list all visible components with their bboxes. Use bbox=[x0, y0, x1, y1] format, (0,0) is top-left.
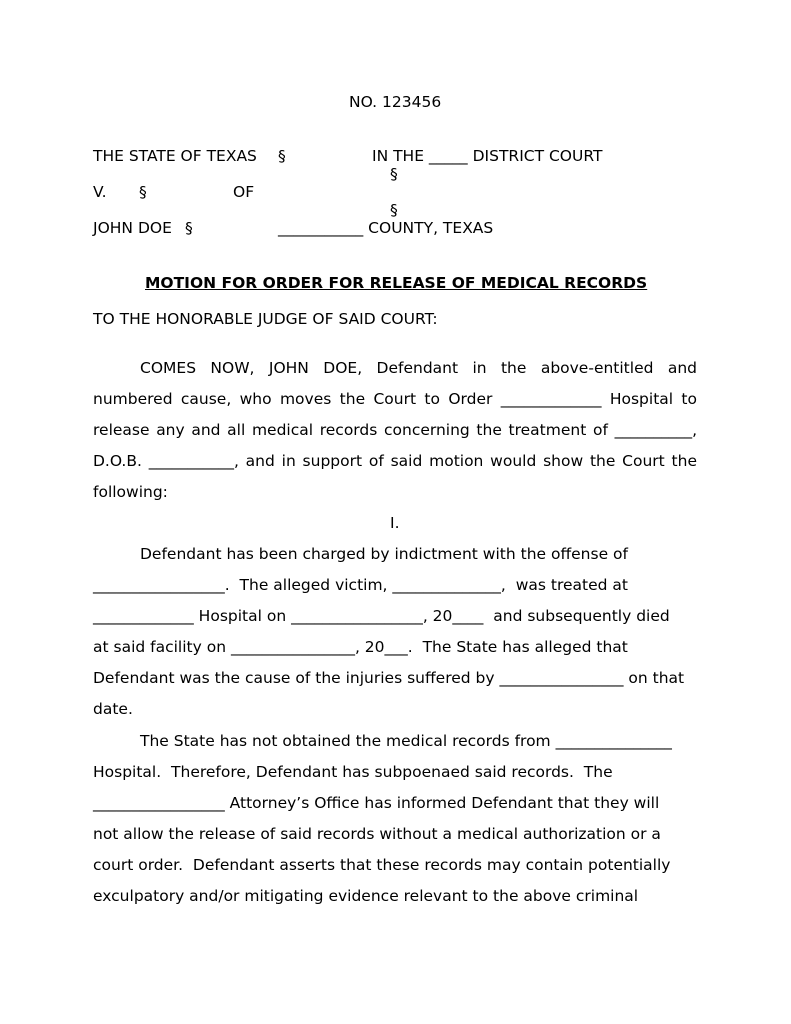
caption-left-line3: JOHN DOE bbox=[93, 219, 172, 237]
para2-line: court order. Defendant asserts that these records may contain potentially bbox=[93, 856, 671, 874]
intro-line: release any and all medical records concerning the treatment of __________, bbox=[93, 421, 697, 439]
para2-line: _________________ Attorney’s Office has informed Defendant that they will bbox=[93, 794, 660, 812]
intro-line: COMES NOW, JOHN DOE, Defendant in the above-entitled and bbox=[140, 359, 697, 377]
section-symbol: § bbox=[185, 219, 193, 237]
case-number: NO. 123456 bbox=[349, 93, 442, 111]
para1-line: _____________ Hospital on _________________, 20____ and subsequently died bbox=[93, 607, 670, 625]
intro-line: following: bbox=[93, 483, 168, 501]
para2-line: Hospital. Therefore, Defendant has subpoenaed said records. The bbox=[93, 763, 613, 781]
section-heading: I. bbox=[390, 514, 400, 532]
salutation: TO THE HONORABLE JUDGE OF SAID COURT: bbox=[93, 310, 438, 328]
para1-line: Defendant has been charged by indictment with the offense of bbox=[140, 545, 628, 563]
para2-line: The State has not obtained the medical records from _______________ bbox=[140, 732, 672, 750]
section-symbol: § bbox=[390, 165, 398, 183]
caption-right-line3: ___________ COUNTY, TEXAS bbox=[278, 219, 494, 237]
para1-line: date. bbox=[93, 700, 133, 718]
document-title: MOTION FOR ORDER FOR RELEASE OF MEDICAL RECORDS bbox=[145, 274, 648, 292]
caption-right-line2: OF bbox=[233, 183, 255, 201]
para2-line: exculpatory and/or mitigating evidence relevant to the above criminal bbox=[93, 887, 639, 905]
para1-line: Defendant was the cause of the injuries suffered by ________________ on that bbox=[93, 669, 685, 687]
caption-left-line1: THE STATE OF TEXAS bbox=[93, 147, 257, 165]
para1-line: at said facility on ________________, 20___. The State has alleged that bbox=[93, 638, 628, 656]
section-symbol: § bbox=[278, 147, 286, 165]
caption-right-line1: IN THE _____ DISTRICT COURT bbox=[372, 147, 603, 165]
caption-left-line2: V. bbox=[93, 183, 107, 201]
section-symbol: § bbox=[139, 183, 147, 201]
para2-line: not allow the release of said records without a medical authorization or a bbox=[93, 825, 661, 843]
section-symbol: § bbox=[390, 201, 398, 219]
intro-line: D.O.B. ___________, and in support of said motion would show the Court the bbox=[93, 452, 697, 470]
para1-line: _________________. The alleged victim, ______________, was treated at bbox=[93, 576, 628, 594]
intro-line: numbered cause, who moves the Court to Order _____________ Hospital to bbox=[93, 390, 697, 408]
